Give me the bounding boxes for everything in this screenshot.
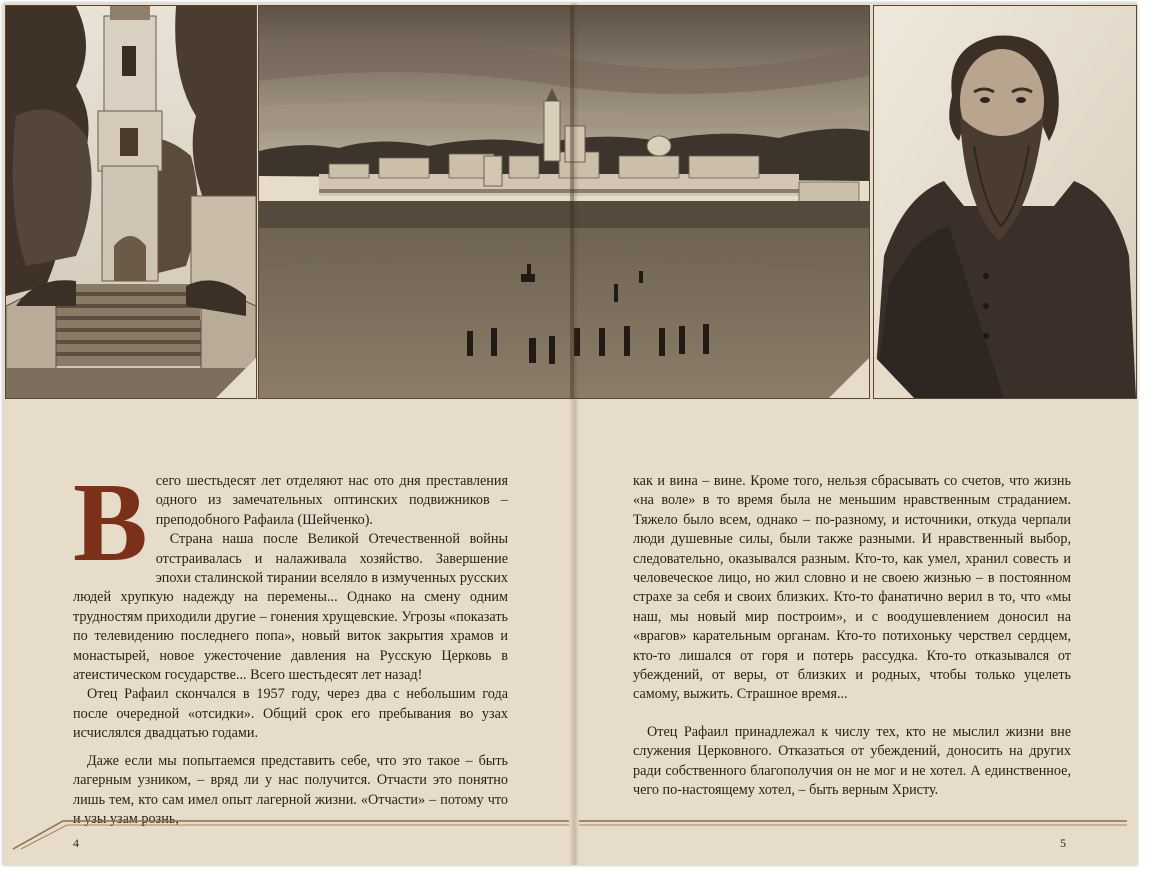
page-number-right: 5 (1060, 836, 1066, 850)
drop-cap: В (73, 461, 148, 585)
monastery-panorama-photo (258, 5, 870, 399)
footer-rule (3, 811, 1137, 851)
paragraph-3: Отец Рафаил скончался в 1957 году, через два с небольшим года после очередной «отсидки». Общий срок его пребывания во узах исчислялся двадцатью годами. (73, 686, 508, 742)
paragraph-1-text: сего шестьдесят лет отделяют нас ото дня преставления одного из замечательных оптинских подвижников – преподобного Рафаила (Шейченко). (155, 473, 508, 528)
paragraph-5: как и вина – вине. Кроме того, нельзя сбрасывать со счетов, что жизнь «на воле» в то время была не меньшим нравственным страданием. Тяжело было всем, однако – по-разному, и источники, откуда черпали люди душевные силы, были также разными. И нравственный выбор, следовательно, оказывался разным. Кто-то, как умел, хранил совесть и человеческое лицо, но жил словно и не своею жизнью – в постоянном страхе за себя и своих близких. Кто-то фанатично верил в то, что «мы наш, мы новый мир построим», и с воодушевлением доносил на «врагов» карательным органам. Кто-то потихоньку черствел сердцем, кто-то лишался от горя и потерь рассудка. Кто-то отказывался от убеждений, от веры, от близких и родных, чтобы только уцелеть самому, выжить. Страшное время... (633, 473, 1071, 703)
monastery-stairs-photo (5, 5, 257, 399)
paragraph-6: Отец Рафаил принадлежал к числу тех, кто не мыслил жизни вне служения Церковного. Отказаться от убеждений, доносить на других ради собственного благополучия он не мог и не хотел. А единственное, чего по-настоящему хотел, – быть верным Христу. (633, 723, 1071, 799)
book-gutter (569, 3, 579, 865)
monk-portrait-photo (873, 5, 1137, 399)
left-page-text (73, 461, 508, 829)
right-page-text (633, 472, 1071, 801)
paragraph-1 (73, 461, 508, 585)
paragraph-2: Страна наша после Великой Отечественной войны отстраивалась и налаживала хозяйство. Завершение эпохи сталинской тирании вселяло в измученных русских людей хрупкую надежду на перемены... Однако на смену одним трудностям приходили другие – гонения хрущевские. Угрозы «показать по телевидению последнего попа», новый виток закрытия храмов и монастырей, новое ужесточение давления на Русскую Церковь в атеистическом государстве... Всего шестьдесят лет назад! (73, 531, 508, 684)
paragraph-4: Даже если мы попытаемся представить себе, что это такое – быть лагерным узником, – вряд ли у нас получится. Отчасти это понятно лишь тем, кто сам имел опыт лагерной жизни. «Отчасти» – потому что и узы узам рознь, (73, 752, 508, 827)
page-number-left: 4 (73, 836, 79, 850)
book-spread (3, 3, 1137, 865)
